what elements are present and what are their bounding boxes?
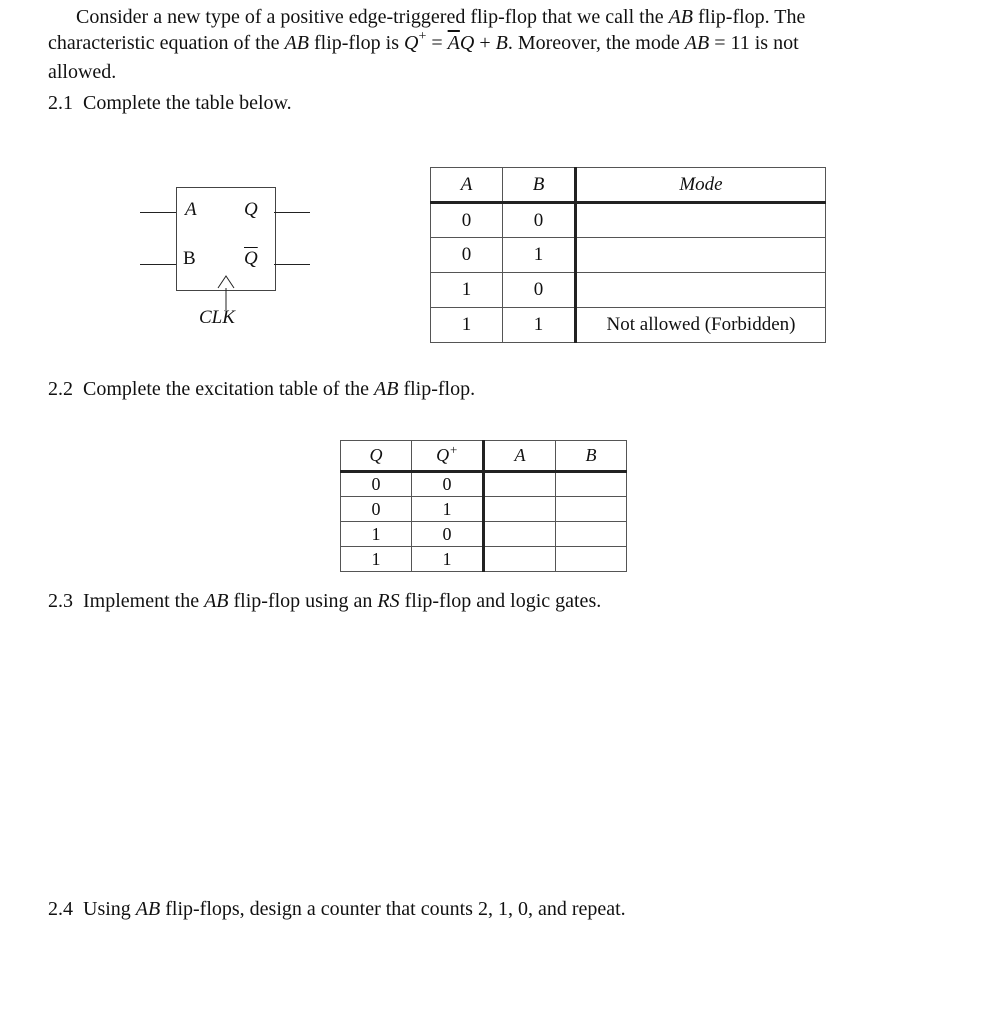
- intro-line-3: allowed.: [48, 61, 117, 83]
- clock-triangle-icon: [215, 274, 237, 310]
- clk-label: CLK: [199, 307, 235, 328]
- input-a-label: A: [185, 199, 197, 220]
- excitation-a-cell[interactable]: [484, 522, 556, 547]
- mode-table: [430, 167, 826, 343]
- intro-line-2: characteristic equation of the AB flip-flop is $Q^+ = \overline{A}Q + B$. Moreover, the mode AB = 11 is not: [48, 29, 799, 54]
- table-header-row: [341, 441, 627, 472]
- table-row: 1 0: [431, 273, 826, 308]
- question-2-2: 2.2 Complete the excitation table of the AB flip-flop.: [48, 378, 476, 400]
- header-a: A: [431, 168, 503, 203]
- excitation-a-cell[interactable]: [484, 547, 556, 572]
- question-2-1: 2.1 Complete the table below.: [48, 92, 292, 114]
- question-2-4: 2.4 Using AB flip-flops, design a counter that counts 2, 1, 0, and repeat.: [48, 898, 626, 920]
- table-row: 1 1 Not allowed (Forbidden): [431, 308, 826, 343]
- excitation-b-cell[interactable]: [556, 497, 627, 522]
- excitation-b-cell[interactable]: [556, 472, 627, 497]
- header-b: B: [503, 168, 576, 203]
- excitation-table: [340, 440, 627, 572]
- excitation-a-cell[interactable]: [484, 497, 556, 522]
- mode-cell[interactable]: [576, 238, 826, 273]
- header-b: B: [556, 441, 627, 472]
- table-row: 0 0: [431, 203, 826, 238]
- output-qbar-label: $\overline{Q}$: [244, 248, 258, 269]
- mode-cell[interactable]: [576, 273, 826, 308]
- input-b-label: B: [183, 248, 196, 269]
- output-q-label: Q: [244, 199, 258, 220]
- table-row: 1 1: [341, 547, 627, 572]
- mode-cell: Not allowed (Forbidden): [576, 308, 826, 343]
- char-equation: $Q^+ = \overline{A}Q + B$: [404, 29, 508, 54]
- table-header-row: [431, 168, 826, 203]
- table-row: 0 1: [431, 238, 826, 273]
- mode-cell[interactable]: [576, 203, 826, 238]
- header-mode: Mode: [576, 168, 826, 203]
- header-qplus: Q+: [412, 441, 484, 472]
- header-q: Q: [341, 441, 412, 472]
- intro-paragraph: [48, 4, 928, 85]
- table-row: 1 0: [341, 522, 627, 547]
- intro-line-1: Consider a new type of a positive edge-triggered flip-flop that we call the AB flip-flop. The: [76, 6, 806, 28]
- header-a: A: [484, 441, 556, 472]
- table-row: 0 0: [341, 472, 627, 497]
- excitation-a-cell[interactable]: [484, 472, 556, 497]
- table-row: 0 1: [341, 497, 627, 522]
- question-2-3: 2.3 Implement the AB flip-flop using an RS flip-flop and logic gates.: [48, 590, 602, 612]
- excitation-b-cell[interactable]: [556, 522, 627, 547]
- excitation-b-cell[interactable]: [556, 547, 627, 572]
